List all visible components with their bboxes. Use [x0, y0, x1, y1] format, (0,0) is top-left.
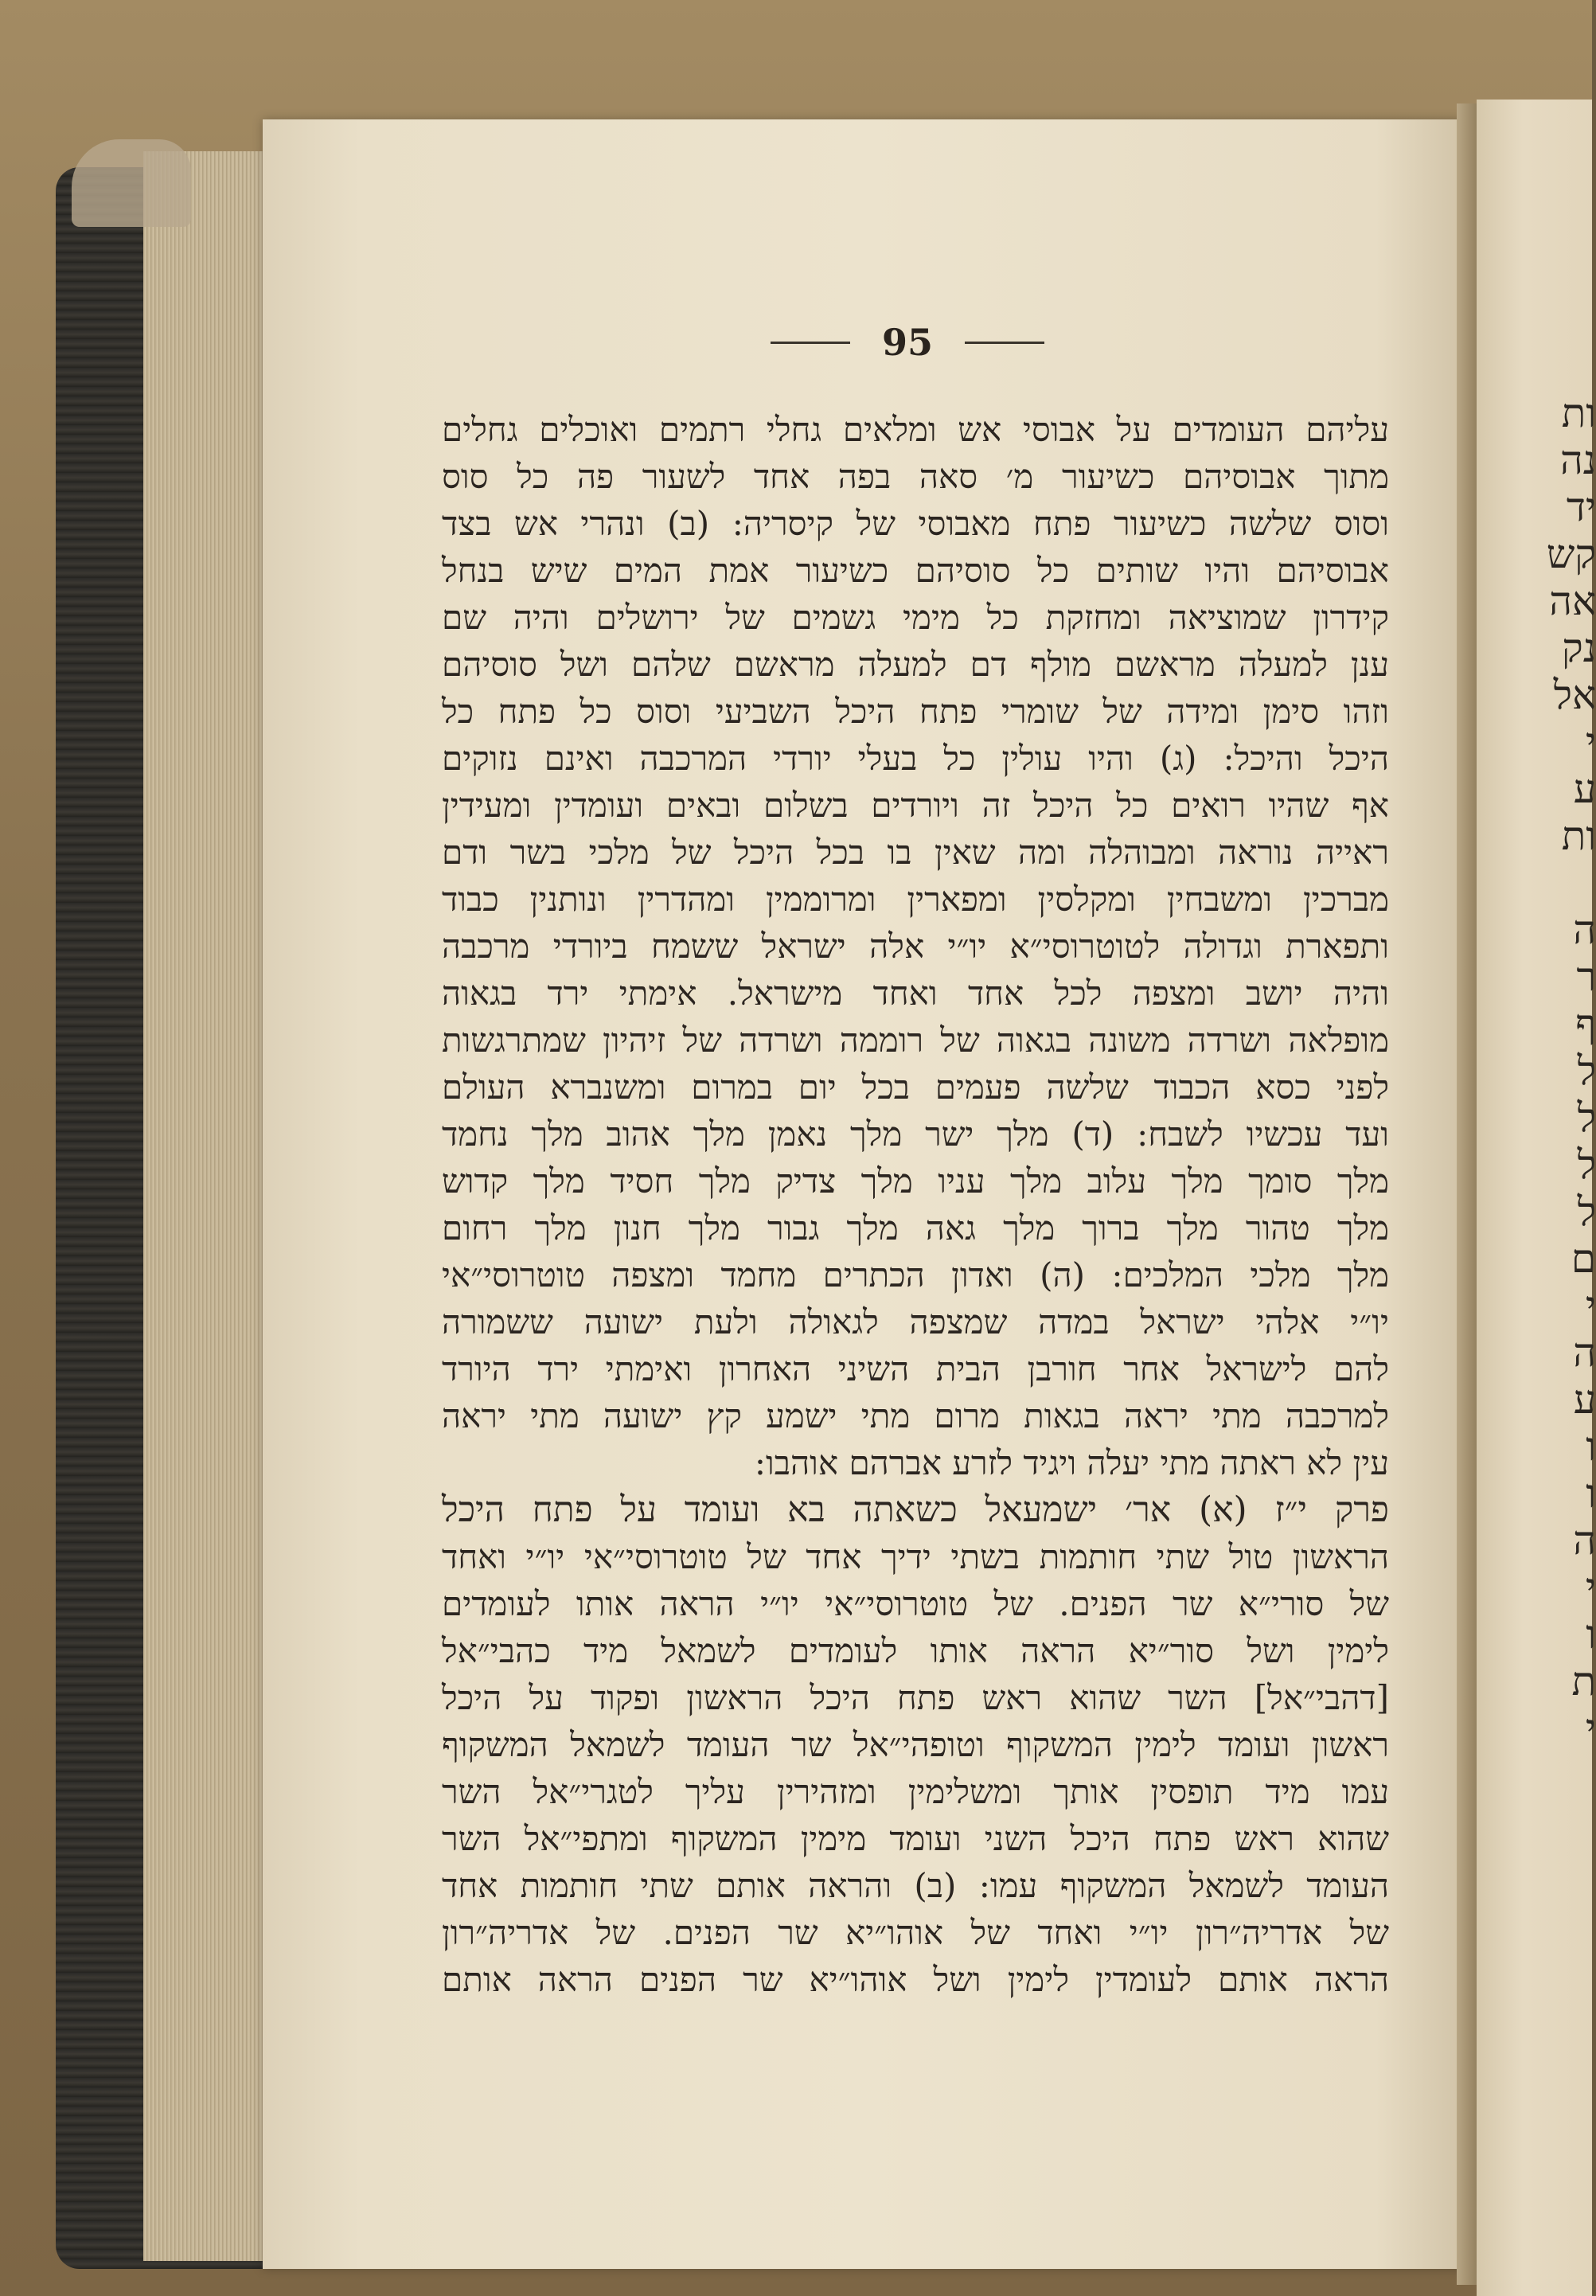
facing-line-fragment: נה [1559, 437, 1596, 483]
facing-line-fragment: ע [1573, 1376, 1596, 1423]
text-line: לפני כסא הכבוד שלשה פעמים בכל יום במרום ומשנברא העולם [442, 1068, 1389, 1107]
facing-line-fragment: י [1585, 1283, 1596, 1329]
text-line: מלך סומך מלך עלוב מלך עניו מלך צדיק מלך חסיד מלך קדוש [442, 1162, 1389, 1201]
text-line: הראה אותם לעומדין לימין ושל אוהו״יא שר הפנים הראה אותם [442, 1960, 1389, 1999]
text-line: יו״י אלהי ישראל במדה שמצפה לגאולה ולעת ישועה ששמורה [442, 1302, 1389, 1341]
text-line: למרכבה מתי יראה בגאות מרום מתי ישמע קץ ישועה מתי יראה [442, 1396, 1389, 1435]
text-line: ענן למעלה מראשם מולף דם למעלה מראשם שלהם ושל סוסיהם [442, 645, 1389, 684]
page-header [764, 314, 1051, 370]
facing-line-fragment: ה [1573, 907, 1596, 953]
text-line: אף שהיו רואים כל היכל זה ויורדים בשלום ובאים ועומדין ומעידין [442, 786, 1389, 825]
facing-line-fragment: ם [1571, 1236, 1596, 1282]
text-line: עמו מיד תופסין אותך ומשלימין ומזהירין עליך לטגרי״אל השר [442, 1772, 1389, 1811]
text-line: קידרון שמוציאה ומחזקת כל מימי גשמים של ירושלים והיה שם [442, 598, 1389, 637]
text-line: ועד עכשיו לשבח: (ד) מלך ישר מלך נאמן מלך אהוב מלך נחמד [442, 1115, 1389, 1154]
facing-line-fragment: ו [1586, 1423, 1596, 1470]
facing-line-fragment: יד [1566, 484, 1596, 530]
text-line: של סורי״א שר הפנים. של טוטרוסי״אי יו״י הראה אותו לעומדים [442, 1584, 1389, 1623]
page-edges [143, 151, 271, 2261]
facing-line-fragment [1540, 860, 1596, 907]
facing-line-fragment: אה [1549, 578, 1596, 624]
text-line: עליהם העומדים על אבוסי אש ומלאים גחלי רתמים ואוכלים גחלים [442, 410, 1389, 449]
text-line: מברכין ומשבחין ומקלסין ומפארין ומרוממין ומהדרין ונותנין כבוד [442, 880, 1389, 919]
worn-cover-corner [72, 139, 191, 227]
facing-line-fragment: קש [1546, 531, 1596, 577]
text-line: היכל והיכל: (ג) והיו עולין כל בעלי יורדי המרכבה ואינם נזוקים [442, 739, 1389, 778]
page-number: 95 [881, 321, 933, 364]
text-line: מלך טהור מלך ברוך מלך גאה מלך גבור מלך חנון מלך רחום [442, 1209, 1389, 1248]
facing-line-fragment: ה [1573, 1330, 1596, 1376]
facing-line-fragment: נק [1561, 625, 1596, 671]
text-line: והיה יושב ומצפה לכל אחד ואחד מישראל. אימתי ירד בגאוה [442, 974, 1389, 1013]
text-line: של אדריה״רון יו״י ואחד של אוהו״יא שר הפנים. של אדריה״רון [442, 1913, 1389, 1952]
text-line: העומד לשמאל המשקוף עמו: (ב) והראה אותם שתי חותמות אחד [442, 1866, 1389, 1905]
text-line: פרק י״ז (א) אר׳ ישמעאל כשאתה בא ועומד על פתח היכל [442, 1490, 1389, 1530]
facing-page-text [1540, 390, 1596, 1752]
text-line: וזהו סימן ומידה של שומרי פתח היכל השביעי וסוס כל פתח כל [442, 692, 1389, 731]
header-rule-left [771, 342, 850, 344]
facing-line-fragment: ות [1561, 813, 1596, 859]
facing-line-fragment: ף [1575, 1001, 1596, 1047]
facing-line-fragment: ל [1577, 1048, 1596, 1094]
text-line: שהוא ראש פתח היכל השני ועומד מימין המשקוף ומתפי״אל השר [442, 1819, 1389, 1858]
text-line: אבוסיהם והיו שותים כל סוסיהם כשיעור אמת המים שיש בנחל [442, 551, 1389, 590]
facing-line-fragment: ל [1577, 1095, 1596, 1141]
header-rule-right [965, 342, 1044, 344]
facing-line-fragment: ת [1571, 1658, 1596, 1704]
text-line: ראשון ועומד לימין המשקוף וטופהי״אל שר העומד לשמאל המשקוף [442, 1725, 1389, 1764]
text-line: מתוך אבוסיהם כשיעור מ׳ סאה בפה אחד לשעור פה כל סוס [442, 457, 1389, 496]
facing-line-fragment: ל [1577, 1189, 1596, 1235]
facing-line-fragment: ר [1576, 954, 1596, 1000]
facing-line-fragment: י [1585, 1705, 1596, 1751]
text-line: לימין ושל סור״יא הראה אותו לעומדים לשמאל מיד כהבי״אל [442, 1631, 1389, 1670]
text-line: ראייה נוראה ומבוהלה ומה שאין בו בכל היכל של מלכי בשר ודם [442, 833, 1389, 872]
text-line: ותפארת וגדולה לטוטרוסי״א יו״י אלה ישראל ששמח ביורדי מרכבה [442, 927, 1389, 966]
text-line: להם לישראל אחר חורבן הבית השיני האחרון ואימתי ירד היורד [442, 1349, 1389, 1388]
text-line: וסוס שלשה כשיעור פתח מאבוסי של קיסריה: (ב) ונהרי אש בצד [442, 504, 1389, 543]
text-line: מלך מלכי המלכים: (ה) ואדון הכתרים מחמד ומצפה טוטרוסי״אי [442, 1255, 1389, 1294]
facing-line-fragment: י [1585, 719, 1596, 765]
facing-line-fragment: ל [1577, 1142, 1596, 1188]
facing-line-fragment: ה [1573, 1517, 1596, 1564]
facing-line-fragment: י [1585, 1564, 1596, 1611]
facing-line-fragment: ו [1586, 1470, 1596, 1517]
facing-line-fragment: ות [1561, 390, 1596, 436]
facing-line-fragment: אל [1553, 672, 1596, 718]
text-line: הראשון טול שתי חותמות בשתי ידיך אחד של טוטרוסי״אי יו״י ואחד [442, 1537, 1389, 1576]
text-line: [דהבי״אל] השר שהוא ראש פתח היכל הראשון ופקוד על היכל [442, 1678, 1389, 1717]
facing-line-fragment: ע [1573, 766, 1596, 812]
text-line: עין לא ראתה מתי יעלה ויגיד לזרע אברהם אוהבו: [754, 1443, 1389, 1482]
facing-line-fragment: ו [1586, 1611, 1596, 1658]
body-text [442, 406, 1389, 2003]
text-line: מופלאה ושרדה משונה בגאוה של רוממה ושרדה של זיהיון שמתרגשות [442, 1021, 1389, 1060]
